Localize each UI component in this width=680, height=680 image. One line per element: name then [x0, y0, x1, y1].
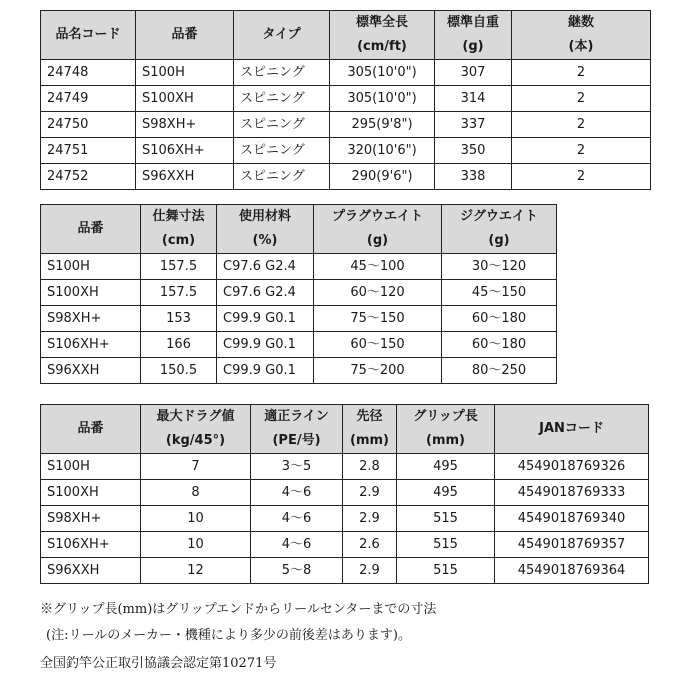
table-row	[41, 254, 557, 280]
rod-spec-table-details	[40, 404, 649, 584]
table-cell: 7	[141, 454, 251, 480]
table-cell: S106XH+	[136, 138, 234, 164]
table-cell: 157.5	[141, 280, 217, 306]
rod-spec-table-basic	[40, 10, 651, 190]
table-cell: S98XH+	[136, 112, 234, 138]
table-cell: 4549018769326	[495, 454, 649, 480]
table-cell: 75〜150	[314, 306, 442, 332]
table-cell: 495	[397, 480, 495, 506]
table-cell: 12	[141, 558, 251, 584]
table-cell: 2	[512, 112, 651, 138]
table-cell: 2.9	[343, 506, 397, 532]
table-cell: 4〜6	[251, 480, 343, 506]
table-cell: 60〜180	[442, 332, 557, 358]
table-cell: 4549018769364	[495, 558, 649, 584]
table-cell: C99.9 G0.1	[217, 332, 314, 358]
table-body	[41, 454, 649, 584]
table-cell: 495	[397, 454, 495, 480]
table-cell: 305(10'0")	[330, 86, 435, 112]
table-cell: 307	[435, 60, 512, 86]
column-header-text: 最大ドラグ値	[156, 409, 235, 424]
table-cell: 2	[512, 164, 651, 190]
table-cell: C97.6 G2.4	[217, 254, 314, 280]
table-cell: 10	[141, 506, 251, 532]
table-cell: S96XXH	[41, 558, 141, 584]
column-header	[435, 11, 512, 60]
column-header	[495, 405, 649, 454]
table-cell: 3〜5	[251, 454, 343, 480]
table-cell: 515	[397, 506, 495, 532]
table-cell: 45〜100	[314, 254, 442, 280]
table-cell: 153	[141, 306, 217, 332]
column-header-text: (g)	[488, 233, 510, 248]
column-header-text: 適正ライン	[264, 409, 329, 424]
column-header-text: (cm)	[161, 233, 196, 248]
table-cell: S106XH+	[41, 532, 141, 558]
table-cell: 60〜120	[314, 280, 442, 306]
table-cell: 75〜200	[314, 358, 442, 384]
column-header	[397, 405, 495, 454]
table-cell: 80〜250	[442, 358, 557, 384]
table-cell: 45〜150	[442, 280, 557, 306]
column-header	[512, 11, 651, 60]
column-header	[41, 405, 141, 454]
table-cell: 305(10'0")	[330, 60, 435, 86]
table-body	[41, 60, 651, 190]
table-cell: 295(9'8")	[330, 112, 435, 138]
table-cell: 2	[512, 138, 651, 164]
column-header	[251, 405, 343, 454]
column-header	[41, 205, 141, 254]
table-body	[41, 254, 557, 384]
table-cell: S96XXH	[41, 358, 141, 384]
table-cell: スピニング	[234, 164, 330, 190]
column-header-text: (mm)	[426, 433, 465, 448]
column-header-text: ジグウエイト	[460, 209, 538, 224]
column-header-text: 品番	[77, 421, 104, 436]
column-header	[41, 11, 136, 60]
table-cell: C99.9 G0.1	[217, 306, 314, 332]
table-cell: 30〜120	[442, 254, 557, 280]
table-cell: 150.5	[141, 358, 217, 384]
column-header	[442, 205, 557, 254]
table-row	[41, 280, 557, 306]
table-cell: 60〜180	[442, 306, 557, 332]
certification-number: 全国釣竿公正取引協議会認定第10271号	[40, 656, 277, 671]
table-cell: 2.8	[343, 454, 397, 480]
table-cell: S100XH	[41, 280, 141, 306]
column-header-text: 品番	[77, 221, 104, 236]
column-header-text: (PE/号)	[272, 433, 321, 448]
rod-spec-table-dimensions	[40, 204, 557, 384]
column-header-text: 継数	[567, 15, 594, 30]
column-header	[343, 405, 397, 454]
table-cell: 515	[397, 558, 495, 584]
table-cell: 2.9	[343, 480, 397, 506]
table-cell: 515	[397, 532, 495, 558]
table-row	[41, 138, 651, 164]
column-header-text: 仕舞寸法	[152, 209, 205, 224]
table-cell: 320(10'6")	[330, 138, 435, 164]
column-header	[217, 205, 314, 254]
table-cell: S106XH+	[41, 332, 141, 358]
table-cell: 2.6	[343, 532, 397, 558]
column-header-text: タイプ	[262, 27, 301, 42]
table-cell: S100H	[136, 60, 234, 86]
table-cell: C97.6 G2.4	[217, 280, 314, 306]
table-cell: 24749	[41, 86, 136, 112]
table-cell: 4549018769340	[495, 506, 649, 532]
table-cell: 60〜150	[314, 332, 442, 358]
column-header	[314, 205, 442, 254]
column-header-text: (cm/ft)	[357, 39, 407, 54]
table-cell: C99.9 G0.1	[217, 358, 314, 384]
table-cell: 2	[512, 86, 651, 112]
column-header	[330, 11, 435, 60]
table-cell: 338	[435, 164, 512, 190]
table-row	[41, 558, 649, 584]
table-row	[41, 306, 557, 332]
column-header	[141, 205, 217, 254]
table-row	[41, 60, 651, 86]
column-header-text: 標準全長	[355, 15, 408, 30]
column-header-text: (kg/45°)	[165, 433, 226, 448]
column-header-text: (%)	[252, 233, 278, 248]
table-cell: 10	[141, 532, 251, 558]
table-row	[41, 480, 649, 506]
table-cell: 290(9'6")	[330, 164, 435, 190]
table-cell: 2.9	[343, 558, 397, 584]
table-cell: 314	[435, 86, 512, 112]
table-cell: 166	[141, 332, 217, 358]
table-cell: 24751	[41, 138, 136, 164]
table-cell: 4〜6	[251, 532, 343, 558]
reel-difference-note: (注:リールのメーカー・機種により多少の前後差はあります)。	[46, 628, 412, 643]
column-header-text: 使用材料	[238, 209, 291, 224]
column-header	[136, 11, 234, 60]
table-cell: S96XXH	[136, 164, 234, 190]
column-header-text: (mm)	[350, 433, 389, 448]
column-header-text: (g)	[462, 39, 484, 54]
grip-length-note: ※グリップ長(mm)はグリップエンドからリールセンターまでの寸法	[40, 602, 437, 617]
column-header-text: (本)	[568, 39, 594, 54]
table-cell: 24752	[41, 164, 136, 190]
table-header	[41, 405, 649, 454]
table-cell: 8	[141, 480, 251, 506]
column-header-text: グリップ長	[413, 409, 478, 424]
table-cell: 337	[435, 112, 512, 138]
table-header	[41, 11, 651, 60]
table-cell: 2	[512, 60, 651, 86]
column-header	[234, 11, 330, 60]
table-cell: S98XH+	[41, 306, 141, 332]
table-cell: スピニング	[234, 138, 330, 164]
table-cell: S100H	[41, 454, 141, 480]
table-cell: 4〜6	[251, 506, 343, 532]
table-cell: 350	[435, 138, 512, 164]
table-header	[41, 205, 557, 254]
table-cell: 157.5	[141, 254, 217, 280]
table-cell: S98XH+	[41, 506, 141, 532]
table-cell: S100H	[41, 254, 141, 280]
table-row	[41, 532, 649, 558]
table-cell: S100XH	[136, 86, 234, 112]
table-cell: 4549018769333	[495, 480, 649, 506]
table-row	[41, 506, 649, 532]
column-header-text: 先径	[356, 409, 383, 424]
column-header-text: (g)	[366, 233, 389, 248]
table-row	[41, 454, 649, 480]
column-header-text: JANコード	[539, 421, 604, 436]
table-row	[41, 112, 651, 138]
table-row	[41, 358, 557, 384]
column-header-text: プラグウエイト	[331, 209, 423, 224]
table-cell: 5〜8	[251, 558, 343, 584]
table-cell: S100XH	[41, 480, 141, 506]
table-row	[41, 164, 651, 190]
table-cell: スピニング	[234, 86, 330, 112]
table-cell: 24748	[41, 60, 136, 86]
table-cell: 24750	[41, 112, 136, 138]
table-row	[41, 86, 651, 112]
column-header-text: 標準自重	[446, 15, 499, 30]
table-row	[41, 332, 557, 358]
table-cell: スピニング	[234, 60, 330, 86]
table-cell: スピニング	[234, 112, 330, 138]
column-header-text: 品名コード	[55, 27, 121, 42]
table-cell: 4549018769357	[495, 532, 649, 558]
column-header-text: 品番	[171, 27, 198, 42]
column-header	[141, 405, 251, 454]
